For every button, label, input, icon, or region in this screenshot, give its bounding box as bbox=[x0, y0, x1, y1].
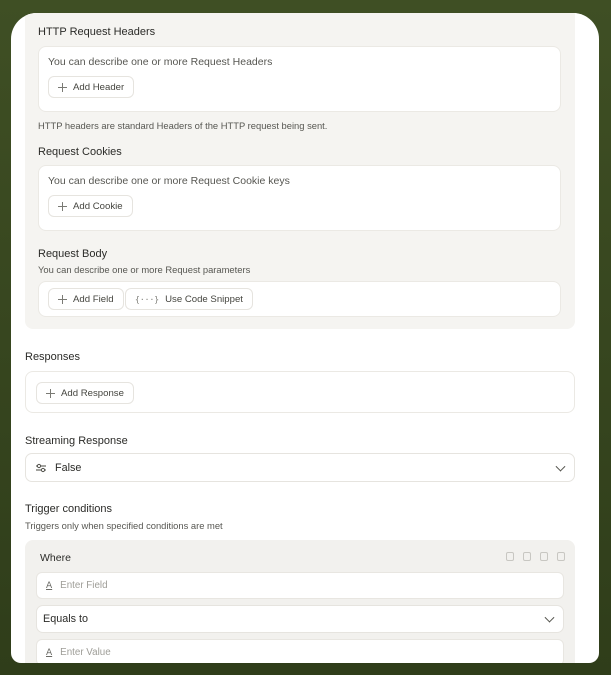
add-cookie-label: Add Cookie bbox=[73, 200, 123, 212]
body-subtitle: You can describe one or more Request parameters bbox=[38, 264, 251, 275]
add-field-button[interactable] bbox=[48, 288, 124, 310]
field-input[interactable] bbox=[36, 572, 564, 599]
text-type-icon: A bbox=[46, 580, 53, 591]
trigger-title: Trigger conditions bbox=[25, 503, 113, 515]
headers-card bbox=[38, 46, 561, 112]
use-code-snippet-button[interactable] bbox=[125, 288, 253, 310]
add-response-label: Add Response bbox=[61, 387, 124, 399]
plus-icon bbox=[58, 83, 67, 92]
use-code-snippet-label: Use Code Snippet bbox=[165, 293, 243, 305]
app-window bbox=[11, 13, 599, 663]
endpoint-settings-panel bbox=[25, 13, 587, 663]
value-placeholder: Enter Value bbox=[60, 647, 111, 658]
plus-icon bbox=[58, 295, 67, 304]
trigger-condition-group bbox=[25, 540, 575, 663]
condition-actions bbox=[506, 552, 565, 561]
add-header-button[interactable] bbox=[48, 76, 134, 98]
plus-icon bbox=[58, 202, 67, 211]
add-response-button[interactable] bbox=[36, 382, 134, 404]
toggle-settings-icon bbox=[35, 463, 47, 473]
request-section bbox=[25, 13, 575, 329]
body-title: Request Body bbox=[38, 248, 108, 260]
responses-card bbox=[25, 371, 575, 413]
comment-icon[interactable] bbox=[506, 552, 514, 561]
cookies-description: You can describe one or more Request Cookie keys bbox=[48, 175, 290, 187]
where-label: Where bbox=[40, 552, 71, 564]
headers-title: HTTP Request Headers bbox=[38, 26, 156, 38]
headers-description: You can describe one or more Request Headers bbox=[48, 56, 273, 68]
plus-icon bbox=[46, 389, 55, 398]
responses-title: Responses bbox=[25, 351, 81, 363]
cookies-title: Request Cookies bbox=[38, 146, 122, 158]
add-cookie-button[interactable] bbox=[48, 195, 133, 217]
text-type-icon: A bbox=[46, 647, 53, 658]
trash-icon[interactable] bbox=[523, 552, 531, 561]
field-placeholder: Enter Field bbox=[60, 580, 108, 591]
chevron-down-icon bbox=[556, 461, 566, 471]
streaming-select[interactable] bbox=[25, 453, 575, 482]
streaming-title: Streaming Response bbox=[25, 435, 128, 447]
headers-note: HTTP headers are standard Headers of the HTTP request being sent. bbox=[38, 120, 328, 131]
add-header-label: Add Header bbox=[73, 81, 125, 93]
list-icon[interactable] bbox=[557, 552, 565, 561]
operator-select[interactable] bbox=[36, 605, 564, 633]
chevron-down-icon bbox=[545, 613, 555, 623]
add-field-label: Add Field bbox=[73, 293, 114, 305]
operator-value: Equals to bbox=[43, 613, 89, 625]
value-input[interactable] bbox=[36, 639, 564, 663]
copy-icon[interactable] bbox=[540, 552, 548, 561]
code-braces-icon: {···} bbox=[135, 294, 160, 304]
trigger-subtitle: Triggers only when specified conditions are met bbox=[25, 520, 223, 531]
cookies-card bbox=[38, 165, 561, 231]
body-card bbox=[38, 281, 561, 317]
streaming-value: False bbox=[55, 461, 82, 474]
